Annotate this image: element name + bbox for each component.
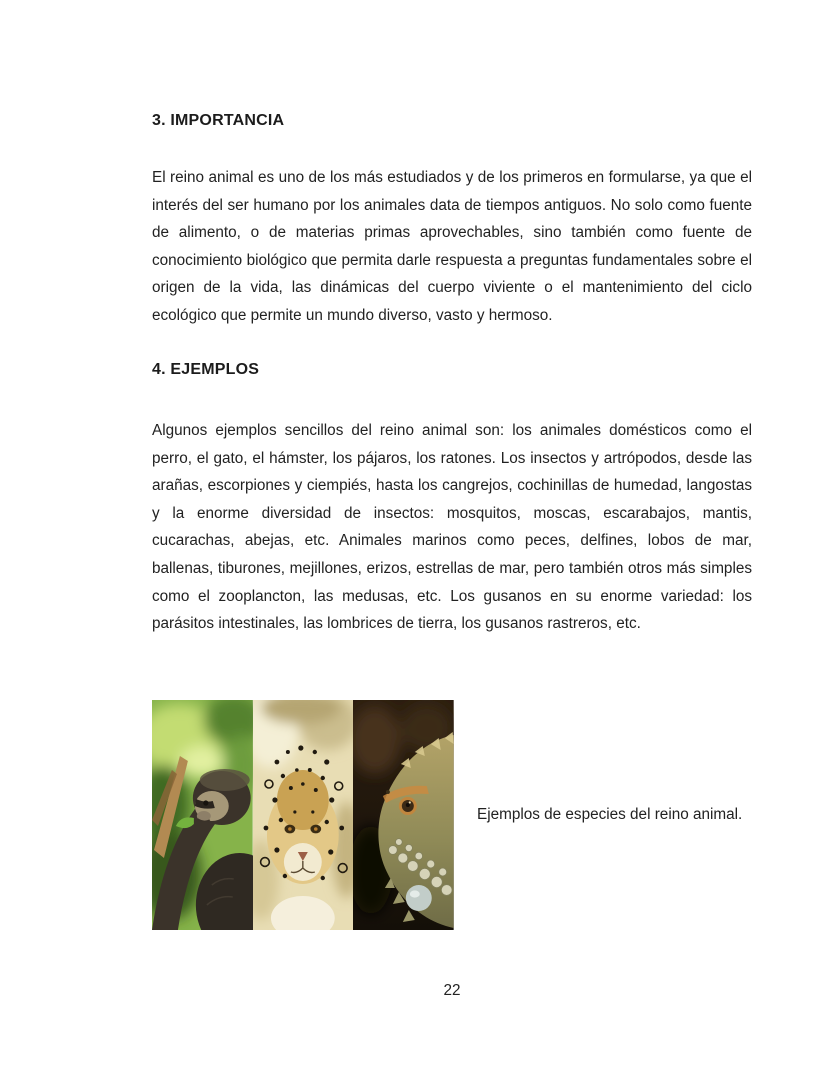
paragraph-ejemplos: Algunos ejemplos sencillos del reino animal son: los animales domésticos como el perro, el gato, el hámster, los pájaros, los ratones. Los insectos y artrópodos, desde las arañas, escorpiones y ciempiés, hasta los cangrejos, cochinillas de humedad, langostas y la enorme diversidad de insectos: mosquitos, moscas, escarabajos, mantis, cucarachas, abejas, etc. Animales marinos como peces, delfines, lobos de mar, ballenas, tiburones, mejillones, erizos, estrellas de mar, pero también otros más simples como el zooplancton, las medusas, etc. Los gusanos en su enorme variedad: los parásitos intestinales, las lombrices de tierra, los gusanos rastreros, etc. [152,422,752,633]
animal-collage [152,700,454,930]
figure-caption: Ejemplos de especies del reino animal. [477,806,743,823]
paragraph-importancia: El reino animal es uno de los más estudiados y de los primeros en formularse, ya que el interés del ser humano por los animales data de tiempos antiguos. No solo como fuente de alimento, o de materias primas aprovechables, sino también como fuente de conocimiento biológico que permita darle respuesta a preguntas fundamentales sobre el origen de la vida, las dinámicas del cuerpo viviente o el mantenimiento del ciclo ecológico que permite un mundo diverso, vasto y hermoso. [152,169,752,324]
section-heading-ejemplos: 4. EJEMPLOS [152,361,260,378]
page-number: 22 [443,982,461,999]
section-heading-importancia: 3. IMPORTANCIA [152,112,285,129]
jaguar-photo [253,700,354,930]
sloth-photo [152,700,253,930]
figure [152,700,752,930]
iguana-photo [353,700,454,930]
